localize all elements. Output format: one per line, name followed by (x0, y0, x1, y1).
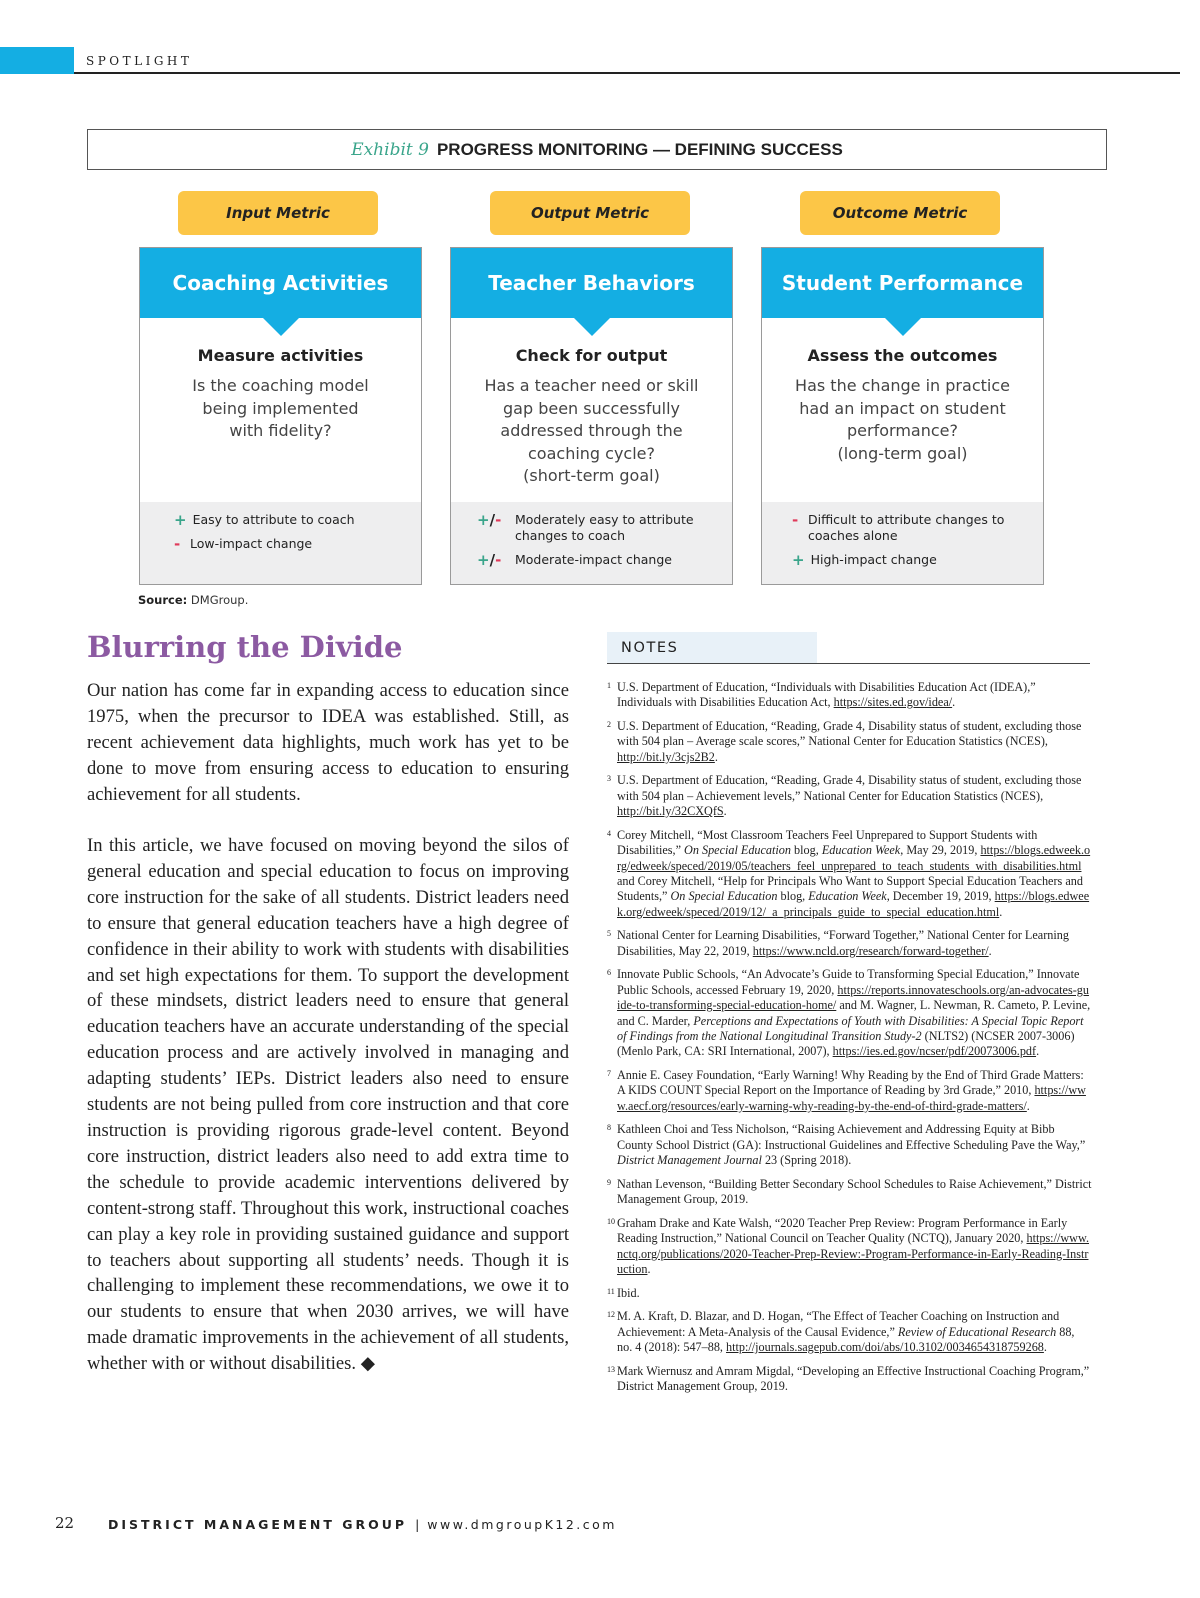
desc-line: Has a teacher need or skill (484, 376, 699, 395)
desc-line: (long-term goal) (837, 443, 968, 463)
note-text: U.S. Department of Education, “Individuals with Disabilities Education Act (IDEA),” Individuals with Disabilities Education Act, (617, 680, 1036, 710)
plus-minus-icon: +/- (477, 511, 502, 529)
note-link[interactable]: https://www.ncld.org/research/forward-together/ (752, 943, 989, 958)
note-item (607, 1309, 1092, 1355)
note-link[interactable]: https://www.aecf.org/resources/early-warning-why-reading-by-the-end-of-third-grade-matters/ (617, 1083, 1086, 1113)
note-item (607, 773, 1092, 819)
note-number: 6 (607, 968, 611, 978)
card-heading: Measure activities (197, 346, 364, 365)
card-description (762, 375, 1043, 465)
exhibit-number: Exhibit 9 (351, 139, 429, 160)
page-footer (108, 1517, 617, 1532)
note-number: 13 (607, 1364, 615, 1374)
exhibit-title-box (87, 129, 1107, 170)
notes-label: NOTES (607, 632, 817, 664)
note-link[interactable]: http://journals.sagepub.com/doi/abs/10.3102/0034654318759268 (726, 1340, 1044, 1355)
note-text: National Center for Learning Disabilities, “Forward Together,” National Center for Learning Disabilities, May 22, 2019, (617, 928, 1069, 958)
end-mark-icon: ◆ (360, 1353, 376, 1375)
note-item (607, 1122, 1092, 1168)
note-text: and Corey Mitchell, “Help for Principals Who Want to Support Special Education Teachers and Students,” (617, 874, 1083, 904)
plus-icon: + (792, 551, 805, 569)
note-link[interactable]: http://bit.ly/32CXQfS (617, 804, 724, 819)
footer-org: DISTRICT MANAGEMENT GROUP (108, 1517, 408, 1532)
note-number: 4 (607, 828, 611, 838)
note-number: 11 (607, 1286, 615, 1296)
exhibit-source (138, 593, 248, 607)
pro-item (792, 552, 1023, 568)
notes-rule (607, 663, 1090, 664)
note-number: 2 (607, 720, 611, 729)
con-item (792, 512, 1023, 544)
card-title: Student Performance (762, 248, 1043, 318)
note-text: . (1043, 1340, 1047, 1355)
note-item (607, 680, 1092, 711)
note-text: . (1036, 1044, 1040, 1059)
footer-url[interactable]: www.dmgroupK12.com (427, 1517, 617, 1532)
paragraph-text: In this article, we have focused on moving beyond the silos of general education and special education to focus on improving core instruction for the sake of all students. District leaders need to ensure that general education teachers have a high degree of confidence in their ability to work with students with disabilities and set high expectations for them. To support the development of these mindsets, district leaders need to ensure that general education teachers have an accurate understanding of the special education process and are actively involved in managing and adapting students’ IEPs. District leaders also need to ensure students are not being pulled from core instruction and that core instruction is providing rigorous grade-level content. Beyond core instruction, district leaders also need to add extra time to the schedule to provide academic interventions delivered by content-strong staff. Throughout this work, instructional coaches can play a key role in providing sustained guidance and support to teachers about supporting all students’ needs. Though it is challenging to implement these recommendations, we owe it to our students to ensure that when 2030 arrives, we will have made dramatic improvements in the achievement of all students, whether with or without disabilities. (87, 835, 569, 1375)
note-italic: Education Week (808, 889, 887, 904)
desc-line: performance? (847, 421, 958, 440)
note-item (607, 1216, 1092, 1278)
note-text: . (647, 1262, 651, 1277)
note-item (607, 828, 1092, 920)
note-text: 23 (Spring 2018). (761, 1153, 852, 1168)
note-text: blog, (777, 889, 809, 904)
mixed-item (477, 512, 712, 544)
pro-item (174, 512, 401, 528)
mixed-text: Moderately easy to attribute changes to coach (515, 512, 694, 543)
header-rule (74, 72, 1180, 74)
con-text: Low-impact change (190, 536, 313, 551)
card-description (451, 375, 732, 488)
note-italic: Review of Educational Research (897, 1324, 1057, 1339)
minus-icon: - (792, 511, 799, 529)
desc-line: being implemented (202, 398, 359, 418)
note-italic: District Management Journal (617, 1153, 762, 1168)
note-item (607, 719, 1092, 765)
note-text: and M. Wagner, L. Newman, R. Cameto, P. Levine, and C. Marder, (617, 998, 1091, 1028)
note-link[interactable]: https://sites.ed.gov/idea/ (833, 695, 953, 710)
card-footer (140, 502, 421, 584)
con-text: Difficult to attribute changes to coaches alone (808, 512, 1005, 543)
note-italic: On Special Education (670, 889, 778, 904)
note-text: . (723, 804, 727, 819)
desc-line: addressed through the (500, 421, 683, 440)
card-description (140, 375, 421, 443)
note-link[interactable]: https://ies.ed.gov/ncser/pdf/20073006.pdf (832, 1044, 1037, 1059)
card-student-performance (761, 247, 1044, 585)
desc-line: Has the change in practice (795, 376, 1010, 395)
note-text: , May 29, 2019, (900, 843, 981, 858)
note-text: Annie E. Casey Foundation, “Early Warning! Why Reading by the End of Third Grade Matters: A KIDS COUNT Special Report on the Importance of Reading by 3rd Grade,” 2010, (617, 1068, 1084, 1098)
note-item (607, 967, 1092, 1059)
note-link[interactable]: http://bit.ly/3cjs2B2 (617, 749, 715, 764)
minus-icon: - (174, 535, 181, 553)
note-text: U.S. Department of Education, “Reading, Grade 4, Disability status of student, excluding those with 504 plan – Achievement levels,” National Center for Education Statistics (NCES), (617, 773, 1082, 803)
desc-line: had an impact on student (799, 398, 1006, 418)
note-italic: On Special Education (684, 843, 791, 858)
note-link[interactable]: https://www.nctq.org/publications/2020-Teacher-Prep-Review:-Program-Performance-in-Early-Reading-Instruction (617, 1231, 1090, 1277)
card-title: Teacher Behaviors (451, 248, 732, 318)
note-text: Ibid. (617, 1285, 640, 1300)
exhibit-title: PROGRESS MONITORING — DEFINING SUCCESS (436, 139, 843, 159)
article-paragraph (87, 833, 569, 1377)
plus-minus-icon: +/- (477, 551, 502, 569)
article-title: Blurring the Divide (87, 630, 403, 664)
notes-list (607, 680, 1092, 1403)
note-text: Corey Mitchell, “Most Classroom Teachers Feel Unprepared to Support Students with Disabilities,” (617, 827, 1038, 858)
note-link[interactable]: https://blogs.edweek.org/edweek/speced/2019/12/_a_principals_guide_to_special_education.html (617, 889, 1090, 919)
note-item (607, 1068, 1092, 1114)
pro-text: High-impact change (810, 552, 937, 567)
note-text: (NLTS2) (NCSER 2007-3006) (Menlo Park, CA: SRI International, 2007), (617, 1029, 1075, 1059)
desc-line: coaching cycle? (528, 443, 655, 463)
note-item (607, 928, 1092, 959)
card-heading: Check for output (515, 346, 668, 365)
note-italic: Education Week (821, 843, 901, 858)
note-item (607, 1364, 1092, 1395)
note-number: 10 (607, 1216, 615, 1226)
note-text: U.S. Department of Education, “Reading, Grade 4, Disability status of student, excluding those with 504 plan – Average scale scores,” National Center for Education Statistics (NCES), (617, 719, 1082, 749)
header-accent-bar (0, 47, 74, 74)
note-text: . (1026, 1098, 1030, 1113)
note-number: 9 (607, 1177, 611, 1187)
note-number: 12 (607, 1310, 615, 1320)
card-footer (451, 502, 732, 584)
mixed-item (477, 552, 712, 568)
mixed-text: Moderate-impact change (515, 552, 672, 567)
con-item (174, 536, 401, 552)
page-number: 22 (55, 1514, 75, 1532)
note-number: 5 (607, 929, 611, 939)
desc-line: (short-term goal) (523, 466, 660, 485)
plus-icon: + (174, 511, 187, 529)
note-number: 7 (607, 1069, 611, 1079)
desc-line: gap been successfully (503, 398, 680, 418)
note-number: 1 (607, 681, 611, 690)
source-text: DMGroup. (190, 593, 249, 607)
note-item (607, 1177, 1092, 1208)
note-text: Nathan Levenson, “Building Better Secondary School Schedules to Raise Achievement,” District Management Group, 2019. (617, 1176, 1092, 1207)
note-text: . (999, 904, 1003, 919)
source-label: Source: (138, 593, 188, 607)
note-text: , December 19, 2019, (886, 889, 995, 904)
desc-line: with fidelity? (229, 421, 332, 440)
note-number: 8 (607, 1123, 611, 1133)
desc-line: Is the coaching model (192, 376, 369, 395)
note-text: Mark Wiernusz and Amram Migdal, “Developing an Effective Instructional Coaching Program,” District Management Group, 2019. (617, 1363, 1090, 1394)
note-link[interactable]: https://reports.innovateschools.org/an-advocates-guide-to-transforming-special-education-home/ (617, 982, 1089, 1013)
note-number: 3 (607, 774, 611, 784)
metric-pill-outcome: Outcome Metric (800, 191, 1000, 235)
note-text: . (988, 943, 992, 958)
footer-separator: | (415, 1517, 420, 1532)
note-text: M. A. Kraft, D. Blazar, and D. Hogan, “The Effect of Teacher Coaching on Instruction and Achievement: A Meta-Analysis of the Causal Evidence,” (617, 1309, 1060, 1339)
note-text: Innovate Public Schools, “An Advocate’s Guide to Transforming Special Education,” Innovate Public Schools, accessed February 19, 2020, (617, 967, 1080, 997)
note-text: 88, no. 4 (2018): 547–88, (617, 1324, 1075, 1355)
note-text: Kathleen Choi and Tess Nicholson, “Raising Achievement and Addressing Equity at Bibb County School District (GA): Instructional Guidelines and Effective Scheduling Pave the Way,” (617, 1122, 1086, 1152)
card-heading: Assess the outcomes (807, 346, 998, 365)
note-italic: Perceptions and Expectations of Youth with Disabilities: A Special Topic Report of Findings from the National Longitudinal Transition Study-2 (617, 1013, 1084, 1044)
note-link[interactable]: https://blogs.edweek.org/edweek/speced/2019/05/teachers_feel_unprepared_to_teach_students_with_disabilities.html (617, 843, 1091, 873)
card-title: Coaching Activities (140, 248, 421, 318)
card-teacher-behaviors (450, 247, 733, 585)
note-text: Graham Drake and Kate Walsh, “2020 Teacher Prep Review: Program Performance in Early Reading Instruction,” National Council on Teacher Quality (NCTQ), January 2020, (617, 1215, 1068, 1246)
card-coaching-activities (139, 247, 422, 585)
metric-pill-output: Output Metric (490, 191, 690, 235)
pro-text: Easy to attribute to coach (192, 512, 355, 527)
article-paragraph: Our nation has come far in expanding access to education since 1975, when the precursor to IDEA was established. Still, as recent achievement data highlights, much work has yet to be done to move from ensuring access to education to ensuring achievement for all students. (87, 680, 569, 805)
note-text: . (714, 749, 718, 764)
card-footer (762, 502, 1043, 584)
note-text: . (952, 695, 956, 710)
note-item (607, 1286, 1092, 1301)
note-text: blog, (791, 843, 822, 858)
section-label: SPOTLIGHT (86, 54, 193, 68)
metric-pill-input: Input Metric (178, 191, 378, 235)
